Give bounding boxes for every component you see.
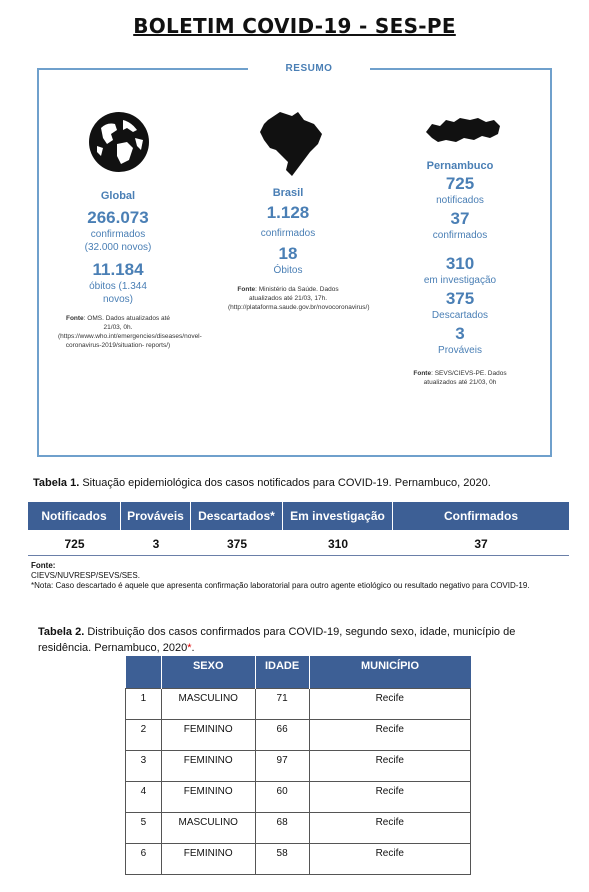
table-cell: 1 [126, 688, 162, 719]
global-summary [58, 190, 202, 350]
table2-caption [38, 624, 568, 656]
table-cell: 60 [255, 781, 309, 812]
table-row [126, 688, 471, 719]
table1-cell: 310 [327, 537, 349, 551]
source-note [228, 285, 370, 312]
table2 [125, 656, 471, 875]
table-cell: Recife [309, 812, 470, 843]
table1-row [28, 533, 569, 556]
pe-discarded: 375 [445, 289, 475, 308]
table-cell: 66 [255, 719, 309, 750]
table-cell: Recife [309, 688, 470, 719]
table1-header-cell: Notificados [28, 502, 121, 530]
source-note [58, 314, 202, 350]
investigation-label: em investigação [423, 275, 497, 286]
table-cell: Recife [309, 750, 470, 781]
source-label: Fonte [413, 370, 432, 377]
table-row [126, 719, 471, 750]
table1-header [28, 502, 569, 530]
table-cell: 3 [126, 750, 162, 781]
table-cell: MASCULINO [161, 688, 255, 719]
table-cell: FEMININO [161, 750, 255, 781]
table1-cell: 725 [64, 537, 85, 551]
table1-header-cell: Descartados* [191, 502, 283, 530]
globe-icon [87, 110, 151, 174]
table-cell: 4 [126, 781, 162, 812]
pernambuco-summary [400, 160, 520, 387]
region-label: Brasil [272, 187, 304, 199]
discarded-label: Descartados [431, 310, 489, 321]
confirmed-label: confirmados [260, 228, 316, 239]
deaths-label: Óbitos [273, 265, 303, 276]
table-cell: 5 [126, 812, 162, 843]
resumo-border [37, 68, 248, 70]
table-cell: MASCULINO [161, 812, 255, 843]
notes-nota: *Nota: Caso descartado é aquele que apresenta confirmação laboratorial para outro agente etiológico ou resultado negativo para COVID-19. [31, 581, 530, 590]
pe-confirmed: 37 [450, 209, 470, 228]
source-text: : Ministério da Saúde. Dados atualizados até 21/03, 17h. (http://plataforma.saude.gov.br/novocoronavirus/) [228, 286, 370, 311]
brasil-summary [228, 187, 370, 312]
notes-fonte-text: CIEVS/NUVRESP/SEVS/SES. [31, 571, 140, 580]
table-cell: 97 [255, 750, 309, 781]
table1-caption-text: Situação epidemiológica dos casos notificados para COVID-19. Pernambuco, 2020. [79, 477, 491, 489]
table-cell: Recife [309, 843, 470, 874]
table2-header-row [126, 656, 471, 688]
deaths-label-2: novos) [102, 294, 133, 305]
source-note [400, 369, 520, 387]
table1-caption-label: Tabela 1. [33, 477, 80, 489]
table1-header-cell: Em investigação [283, 502, 393, 530]
source-label: Fonte [65, 315, 84, 322]
brazil-map-icon [258, 108, 324, 178]
table2-header-cell: SEXO [161, 656, 255, 688]
table1-cell: 375 [226, 537, 248, 551]
pernambuco-map-icon [424, 116, 502, 146]
region-label: Global [100, 190, 136, 202]
source-text: : SEVS/CIEVS-PE. Dados atualizados até 21/03, 0h [423, 370, 507, 386]
region-label: Pernambuco [426, 160, 494, 172]
brasil-confirmed: 1.128 [266, 203, 310, 222]
confirmed-new-label: (32.000 novos) [84, 242, 152, 253]
brasil-deaths: 18 [278, 244, 298, 263]
deaths-label: óbitos (1.344 [89, 281, 147, 292]
table1-notes [31, 561, 551, 591]
confirmed-label: confirmados [432, 230, 488, 241]
table2-caption-star: * [187, 642, 192, 654]
global-confirmed: 266.073 [87, 208, 149, 227]
table-cell: FEMININO [161, 781, 255, 812]
table2-caption-end: . [191, 642, 195, 654]
confirmed-label: confirmados [90, 229, 146, 240]
table-cell: 2 [126, 719, 162, 750]
table-cell: 68 [255, 812, 309, 843]
table1-header-cell: Prováveis [121, 502, 191, 530]
table-row [126, 843, 471, 874]
notes-fonte-label: Fonte: [31, 561, 56, 570]
table-cell: 6 [126, 843, 162, 874]
table2-header-cell [126, 656, 162, 688]
resumo-border [370, 68, 552, 70]
table-cell: Recife [309, 781, 470, 812]
source-text: : OMS. Dados atualizados até 21/03, 0h. (https://www.who.int/emergencies/diseases/novel-coronavirus-2019/situation- reports/) [58, 315, 202, 349]
table2-caption-label: Tabela 2. [38, 626, 85, 638]
table-cell: 71 [255, 688, 309, 719]
table-row [126, 812, 471, 843]
table2-caption-text: Distribuição dos casos confirmados para COVID-19, segundo sexo, idade, município de residência. Pernambuco, 2020 [38, 626, 516, 654]
source-label: Fonte [237, 286, 256, 293]
table1-caption [33, 477, 491, 489]
table-row [126, 781, 471, 812]
table1-cell: 3 [152, 537, 160, 551]
table-cell: FEMININO [161, 719, 255, 750]
table-cell: FEMININO [161, 843, 255, 874]
page-title: BOLETIM COVID-19 - SES-PE [133, 14, 456, 38]
table-cell: 58 [255, 843, 309, 874]
table1-header-cell: Confirmados [443, 509, 518, 523]
pe-probable: 3 [455, 324, 465, 343]
global-deaths: 11.184 [92, 260, 144, 279]
table-cell: Recife [309, 719, 470, 750]
pe-notified: 725 [445, 174, 475, 193]
resumo-title: RESUMO [285, 63, 333, 74]
table2-header-cell: MUNICÍPIO [309, 656, 470, 688]
table1-cell: 37 [474, 537, 488, 551]
table2-header-cell: IDADE [255, 656, 309, 688]
probable-label: Prováveis [438, 345, 482, 356]
pe-investigation: 310 [445, 254, 475, 273]
table-row [126, 750, 471, 781]
notified-label: notificados [436, 195, 484, 206]
